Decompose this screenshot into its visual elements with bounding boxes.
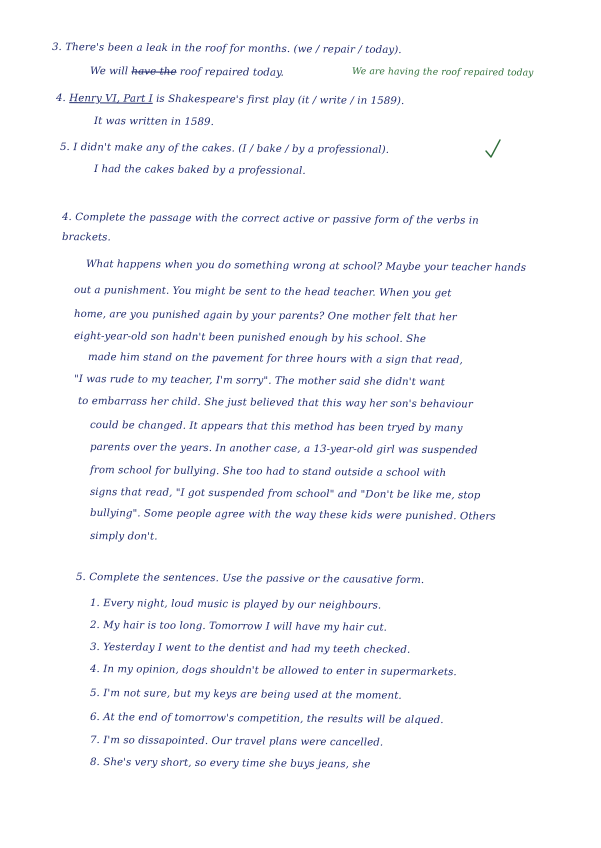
passage-line: to embarrass her child. She just believed that this way her son's behaviour <box>77 396 473 411</box>
sentence-item: 8. She's very short, so every time she buys jeans, she <box>89 757 371 771</box>
passage-line: out a punishment. You might be sent to the head teacher. When you get <box>73 285 452 300</box>
item-5-answer: I had the cakes baked by a professional. <box>93 164 306 177</box>
passage-line: could be changed. It appears that this method has been tryed by many <box>89 420 463 435</box>
passage-line: from school for bullying. She too had to stand outside a school with <box>89 465 447 480</box>
item-4-prompt <box>56 93 404 107</box>
item-3-answer <box>90 66 284 79</box>
sentence-item: 4. In my opinion, dogs shouldn't be allowed to enter in supermarkets. <box>89 664 457 679</box>
item-4-answer: It was written in 1589. <box>93 116 215 129</box>
exercise-4-instruction-line1: 4. Complete the passage with the correct active or passive form of the verbs in <box>61 212 479 227</box>
item-3-answer-prefix: We will <box>89 66 132 78</box>
passage-line: eight-year-old son hadn't been punished enough by his school. She <box>73 331 427 346</box>
sentence-item: 1. Every night, loud music is played by our neighbours. <box>89 598 382 612</box>
item-3-prompt: 3. There's been a leak in the roof for months. (we / repair / today). <box>51 42 402 57</box>
passage-line: "I was rude to my teacher, I'm sorry". The mother said she didn't want <box>73 374 446 389</box>
passage-line: What happens when you do something wrong at school? Maybe your teacher hands <box>85 259 527 274</box>
item-4-number: 4. <box>55 93 66 105</box>
passage-line: simply don't. <box>89 531 158 543</box>
sentence-item: 3. Yesterday I went to the dentist and had my teeth checked. <box>89 642 411 656</box>
passage-line: bullying". Some people agree with the way these kids were punished. Others <box>89 508 496 523</box>
item-3-answer-struck: have the <box>131 66 177 78</box>
passage-line: made him stand on the pavement for three hours with a sign that read, <box>87 352 463 367</box>
exercise-5-instruction: 5. Complete the sentences. Use the passive or the causative form. <box>75 572 425 587</box>
sentence-item: 5. I'm not sure, but my keys are being used at the moment. <box>89 688 402 702</box>
passage-line: parents over the years. In another case, a 13-year-old girl was suspended <box>89 442 478 457</box>
item-3-answer-suffix: roof repaired today. <box>176 66 285 79</box>
check-mark-icon <box>484 138 502 160</box>
sentence-item: 6. At the end of tomorrow's competition, the results will be alqued. <box>89 712 444 727</box>
sentence-item: 2. My hair is too long. Tomorrow I will have my hair cut. <box>89 620 388 634</box>
exercise-4-instruction-line2: brackets. <box>61 232 111 244</box>
sentence-item: 7. I'm so dissapointed. Our travel plans were cancelled. <box>89 735 384 749</box>
item-5-prompt: 5. I didn't make any of the cakes. (I / bake / by a professional). <box>59 142 390 156</box>
passage-line: home, are you punished again by your parents? One mother felt that her <box>73 309 457 324</box>
item-3-teacher-correction: We are having the roof repaired today <box>351 66 534 79</box>
passage-line: signs that read, "I got suspended from school" and "Don't be like me, stop <box>89 487 481 502</box>
item-4-prompt-rest: is Shakespeare's first play (it / write / in 1589). <box>152 93 405 108</box>
item-4-title: Henry VI, Part I <box>69 93 153 105</box>
